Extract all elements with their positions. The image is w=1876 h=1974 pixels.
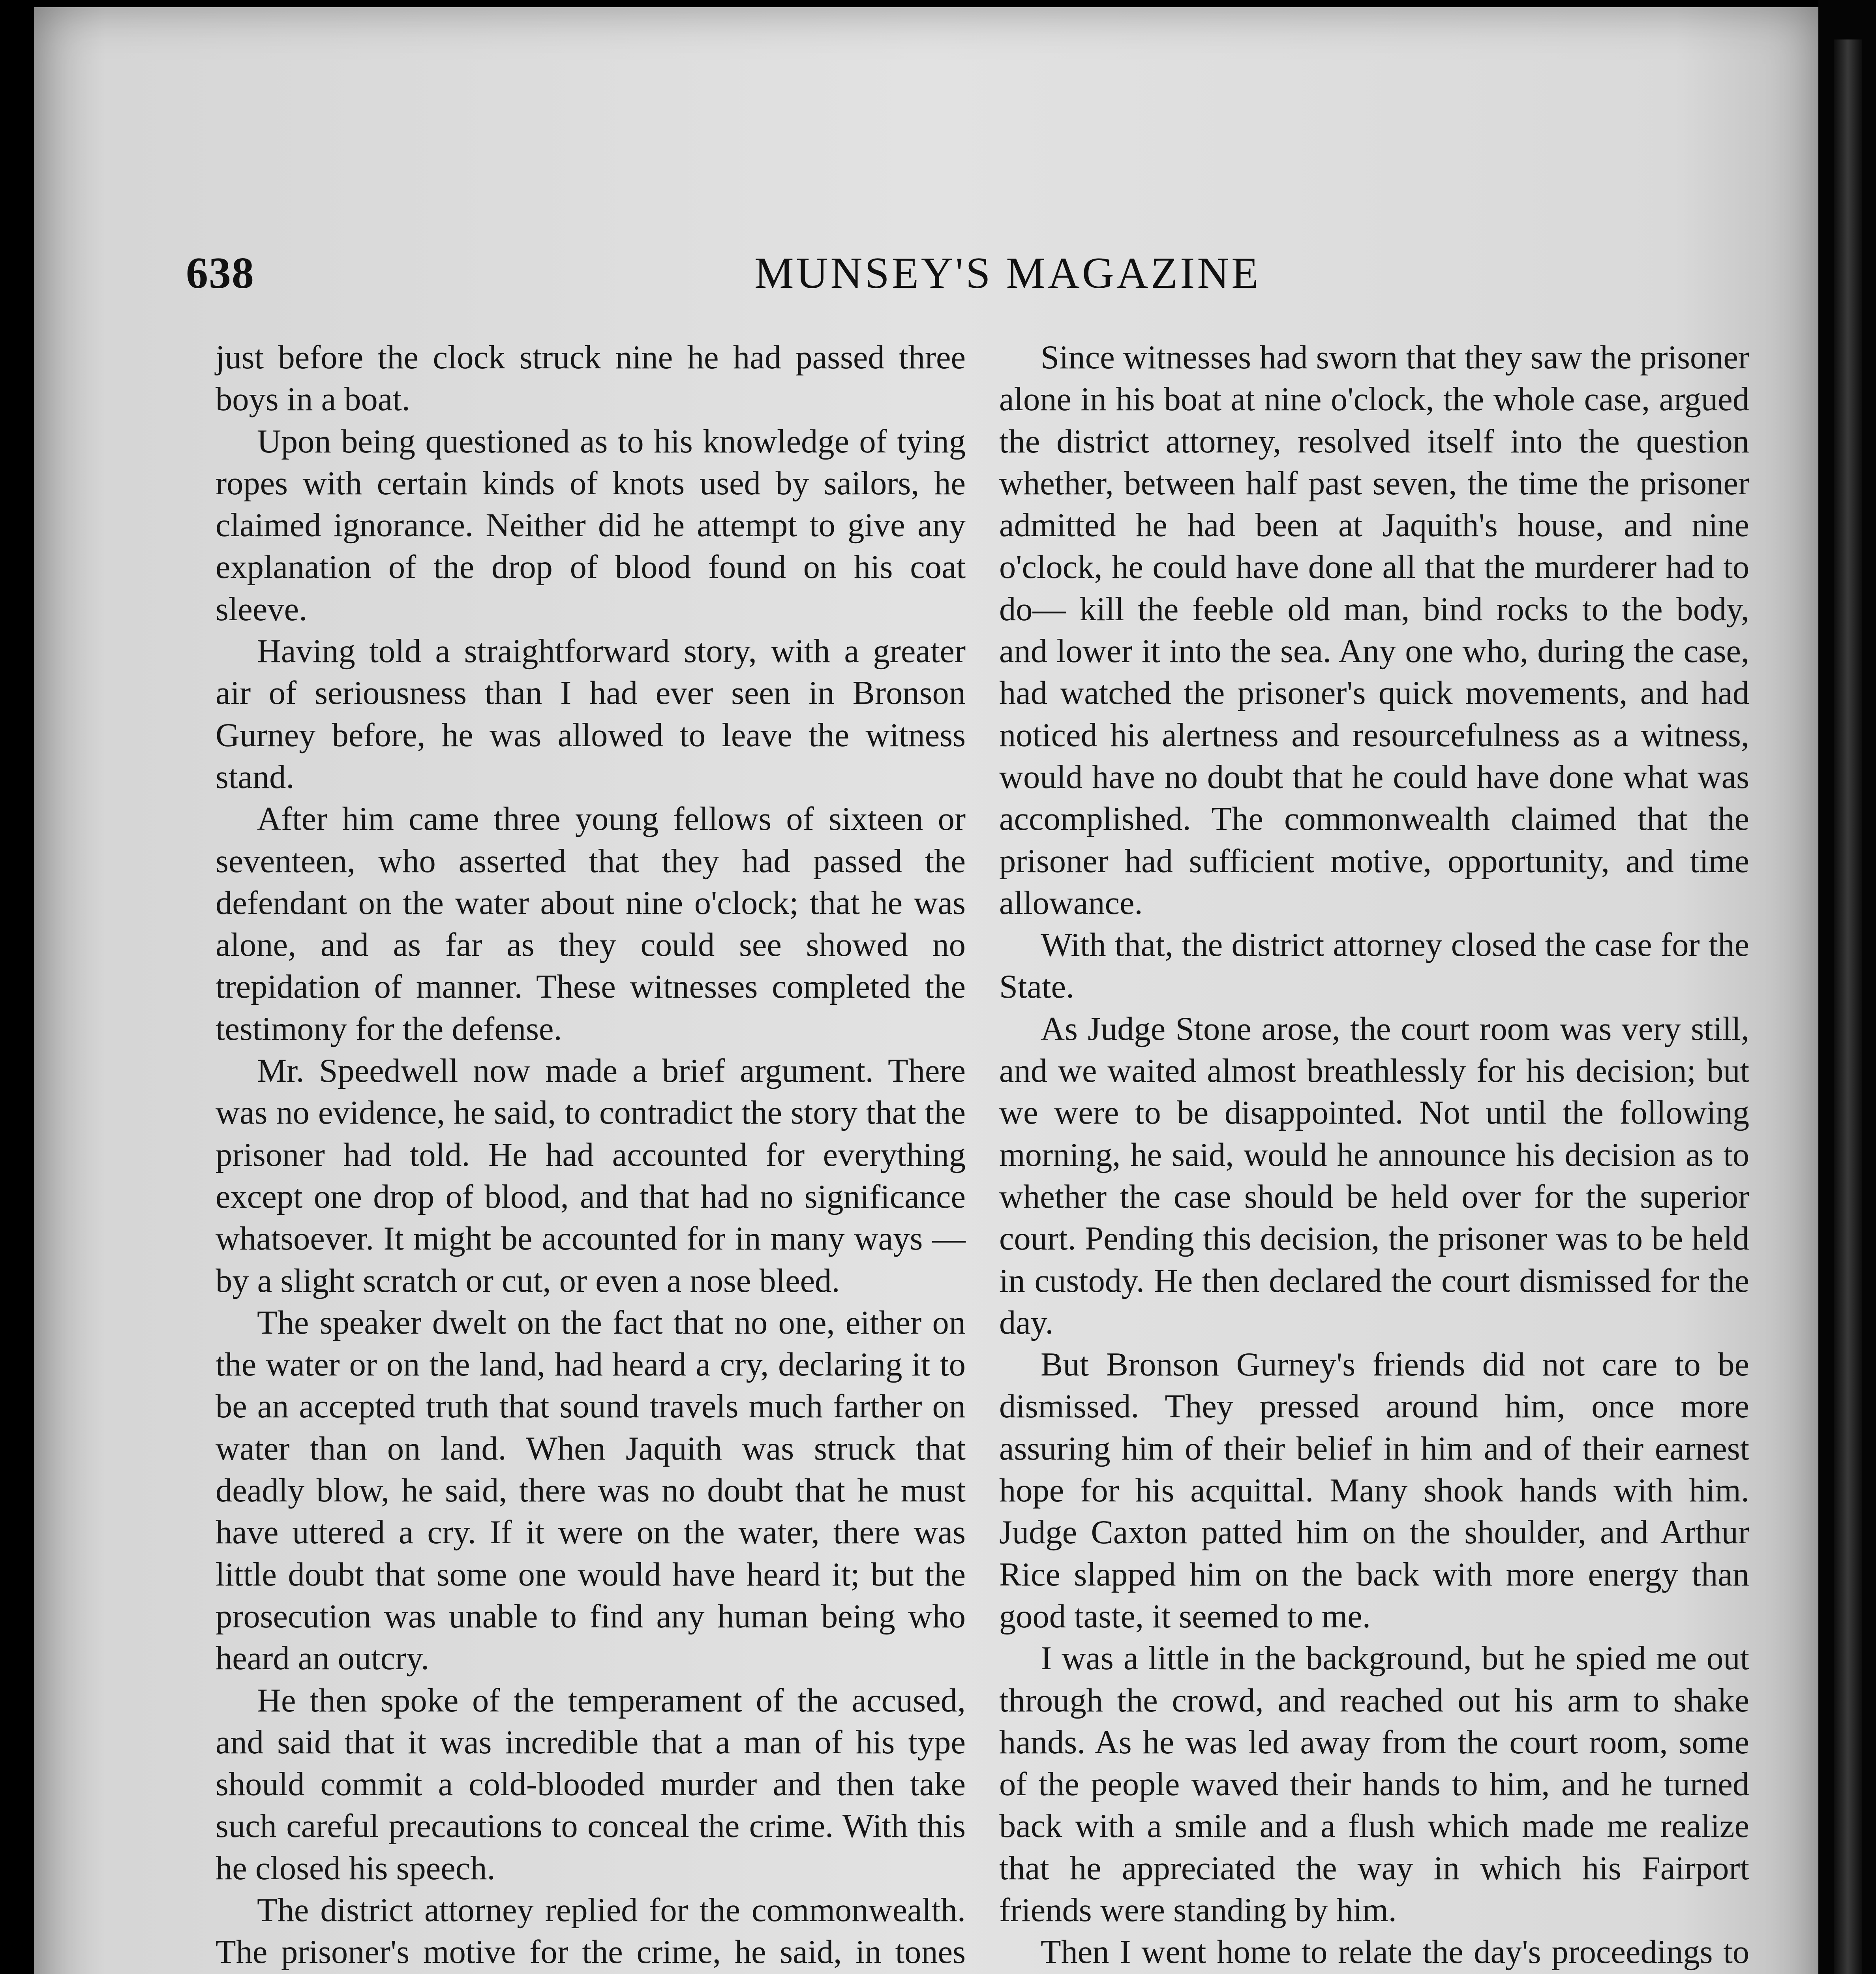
paragraph: As Judge Stone arose, the court room was very still, and we waited almost breathlessly for his decision; but we were to be disappointed. Not until the following morning, he said, would he announce his decision as to whether the case should be held over for the superior court. Pending this decision, the prisoner was to be held in custody. He then declared the court dismissed for the day. [999, 1010, 1749, 1341]
paragraph: After him came three young fellows of sixteen or seventeen, who asserted that they had passed the defendant on the water about nine o'clock; that he was alone, and as far as they could see showed no trepidation of manner. These witnesses completed the testimony for the defense. [216, 801, 966, 1047]
page-number: 638 [186, 249, 255, 298]
paragraph: But Bronson Gurney's friends did not care to be dismissed. They pressed around him, once more assuring him of their belief in him and of their earnest hope for his acquittal. Many shook hands with him. Judge Caxton patted him on the shoulder, and Arthur Rice slapped him on the back with more energy than good taste, it seemed to me. [999, 1346, 1749, 1635]
magazine-page [34, 7, 1818, 1974]
book-spine-edge [1818, 0, 1876, 1974]
paragraph: With that, the district attorney closed the case for the State. [999, 927, 1749, 1006]
paragraph: just before the clock struck nine he had passed three boys in a boat. [216, 339, 966, 418]
running-head: MUNSEY'S MAGAZINE [754, 249, 1261, 298]
paragraph: He then spoke of the temperament of the accused, and said that it was incredible that a man of his type should commit a cold-blooded murder and then take such careful precautions to conceal the crime. With this he closed his speech. [216, 1682, 966, 1887]
paragraph: The district attorney replied for the commonwealth. The prisoner's motive for the crime, he said, in tones [216, 1891, 966, 1971]
paragraph: The speaker dwelt on the fact that no one, either on the water or on the land, had heard a cry, declaring it to be an accepted truth that sound travels much farther on water than on land. When Jaquith was struck that deadly blow, he said, there was no doubt that he must have uttered a cry. If it were on the water, there was little doubt that some one would have heard it; but the prosecution was unable to find any human being who heard an outcry. [216, 1304, 966, 1677]
left-column [216, 337, 966, 1974]
paragraph: Mr. Speedwell now made a brief argument. There was no evidence, he said, to contradict the story that the prisoner had told. He had accounted for everything except one drop of blood, and that had no significance whatsoever. It might be accounted for in many ways — by a slight scratch or cut, or even a nose bleed. [216, 1053, 966, 1299]
paragraph: I was a little in the background, but he spied me out through the crowd, and reached out his arm to shake hands. As he was led away from the court room, some of the people waved their hands to him, and he turned back with a smile and a flush which made me realize that he appreciated the way in which his Fairport friends were standing by him. [999, 1640, 1749, 1929]
right-column [999, 337, 1749, 1974]
paragraph: Then I went home to relate the day's proceedings to [1041, 1934, 1749, 1971]
paragraph: Upon being questioned as to his knowledge of tying ropes with certain kinds of knots used by sailors, he claimed ignorance. Neither did he attempt to give any explanation of the drop of blood found on his coat sleeve. [216, 423, 966, 628]
paragraph: Since witnesses had sworn that they saw the prisoner alone in his boat at nine o'clock, the whole case, argued the district attorney, resolved itself into the question whether, between half past seven, the time the prisoner admitted he had been at Jaquith's house, and nine o'clock, he could have done all that the murderer had to do— kill the feeble old man, bind rocks to the body, and lower it into the sea. Any one who, during the case, had watched the prisoner's quick movements, and had noticed his alertness and resourcefulness as a witness, would have no doubt that he could have done what was accomplished. The commonwealth claimed that the prisoner had sufficient motive, opportunity, and time allowance. [999, 339, 1749, 921]
page-header [186, 248, 1749, 311]
paragraph: Having told a straightforward story, with a greater air of seriousness than I had ever seen in Bronson Gurney before, he was allowed to leave the witness stand. [216, 633, 966, 796]
